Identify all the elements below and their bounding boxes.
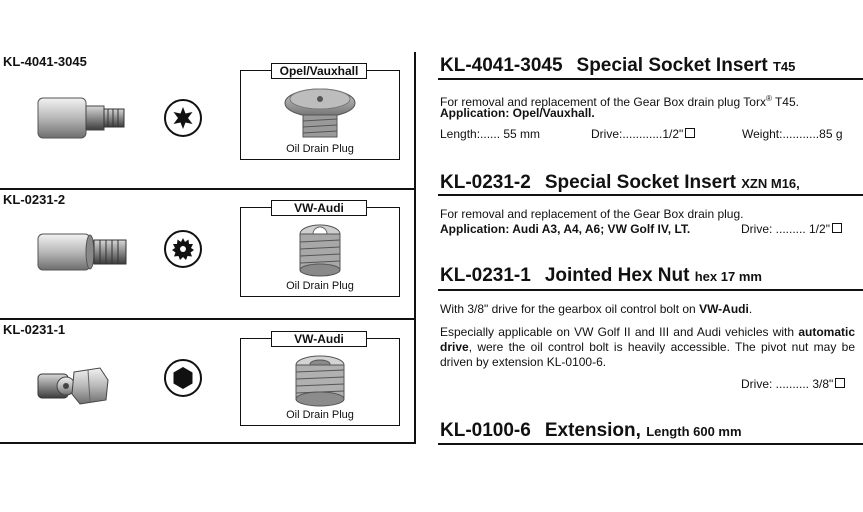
- product-application: Application: Opel/Vauxhall.: [440, 106, 595, 120]
- product-suffix: XZN M16,: [741, 176, 800, 191]
- row-separator: [0, 188, 416, 190]
- xzn-spline-icon: [164, 230, 202, 268]
- spec-weight: Weight:...........85 g: [742, 127, 843, 141]
- oil-drain-plug-panel: [240, 201, 400, 297]
- spec-drive: Drive: ......... 1/2": [741, 222, 842, 236]
- row-separator: [0, 442, 416, 444]
- product-name: Jointed Hex Nut: [544, 265, 690, 286]
- heading-rule: [438, 289, 863, 291]
- plug-caption: Oil Drain Plug: [286, 409, 354, 421]
- spec-drive: Drive: .......... 3/8": [741, 377, 845, 391]
- product-image-column: [0, 0, 420, 512]
- column-divider: [414, 52, 416, 444]
- product-description: For removal and replacement of the Gear Box drain plug.: [440, 207, 744, 221]
- drain-plug-image: [283, 85, 357, 141]
- product-heading: [440, 420, 742, 442]
- product-name: Special Socket Insert: [544, 172, 736, 193]
- hex-icon: [164, 359, 202, 397]
- heading-rule: [438, 194, 863, 196]
- product-name: Extension,: [544, 420, 641, 441]
- oil-drain-plug-panel: [240, 332, 400, 426]
- product-code: KL-0100-6: [440, 420, 531, 441]
- product-suffix: hex 17 mm: [694, 269, 762, 284]
- product-description: For removal and replacement of the Gear Box drain plug Torx® T45.: [440, 94, 799, 109]
- drain-plug-image: [296, 222, 344, 278]
- row-separator: [0, 318, 416, 320]
- drain-plug-image: [293, 353, 347, 409]
- product-paragraph: Especially applicable on VW Golf II and III and Audi vehicles with automatic drive, were the oil control bolt is heavily accessible. The pivot nut may be driven by extension KL-0100-6.: [440, 325, 855, 369]
- oil-drain-plug-panel: [240, 64, 400, 160]
- jointed-hex-nut-image: [36, 364, 110, 408]
- spec-drive: Drive:............1/2": [591, 127, 695, 141]
- product-code: KL-4041-3045: [440, 55, 563, 76]
- row-code-label: KL-4041-3045: [3, 54, 87, 69]
- row-code-label: KL-0231-1: [3, 322, 66, 337]
- checkbox-icon: [832, 223, 842, 233]
- product-code: KL-0231-1: [440, 265, 531, 286]
- product-suffix: Length 600 mm: [646, 424, 742, 439]
- heading-rule: [438, 78, 863, 80]
- vehicle-brand-tag: VW-Audi: [271, 200, 367, 216]
- spec-length: Length:...... 55 mm: [440, 127, 541, 141]
- product-suffix: T45: [772, 59, 796, 74]
- product-heading: [440, 55, 795, 77]
- plug-caption: Oil Drain Plug: [286, 143, 354, 155]
- product-name: Special Socket Insert: [576, 55, 768, 76]
- product-heading: [440, 172, 800, 194]
- vehicle-brand-tag: VW-Audi: [271, 331, 367, 347]
- row-code-label: KL-0231-2: [3, 192, 66, 207]
- vehicle-brand-tag: Opel/Vauxhall: [271, 63, 367, 79]
- checkbox-icon: [835, 378, 845, 388]
- product-application: Application: Audi A3, A4, A6; VW Golf IV, LT.: [440, 222, 691, 236]
- product-description-column: [438, 0, 863, 512]
- torx-star-icon: [164, 99, 202, 137]
- product-code: KL-0231-2: [440, 172, 531, 193]
- plug-caption: Oil Drain Plug: [286, 280, 354, 292]
- heading-rule: [438, 443, 863, 445]
- xzn-socket-image: [36, 232, 128, 272]
- torx-socket-image: [36, 96, 128, 140]
- product-heading: [440, 265, 762, 287]
- checkbox-icon: [685, 128, 695, 138]
- product-description: With 3/8" drive for the gearbox oil control bolt on VW-Audi.: [440, 302, 753, 316]
